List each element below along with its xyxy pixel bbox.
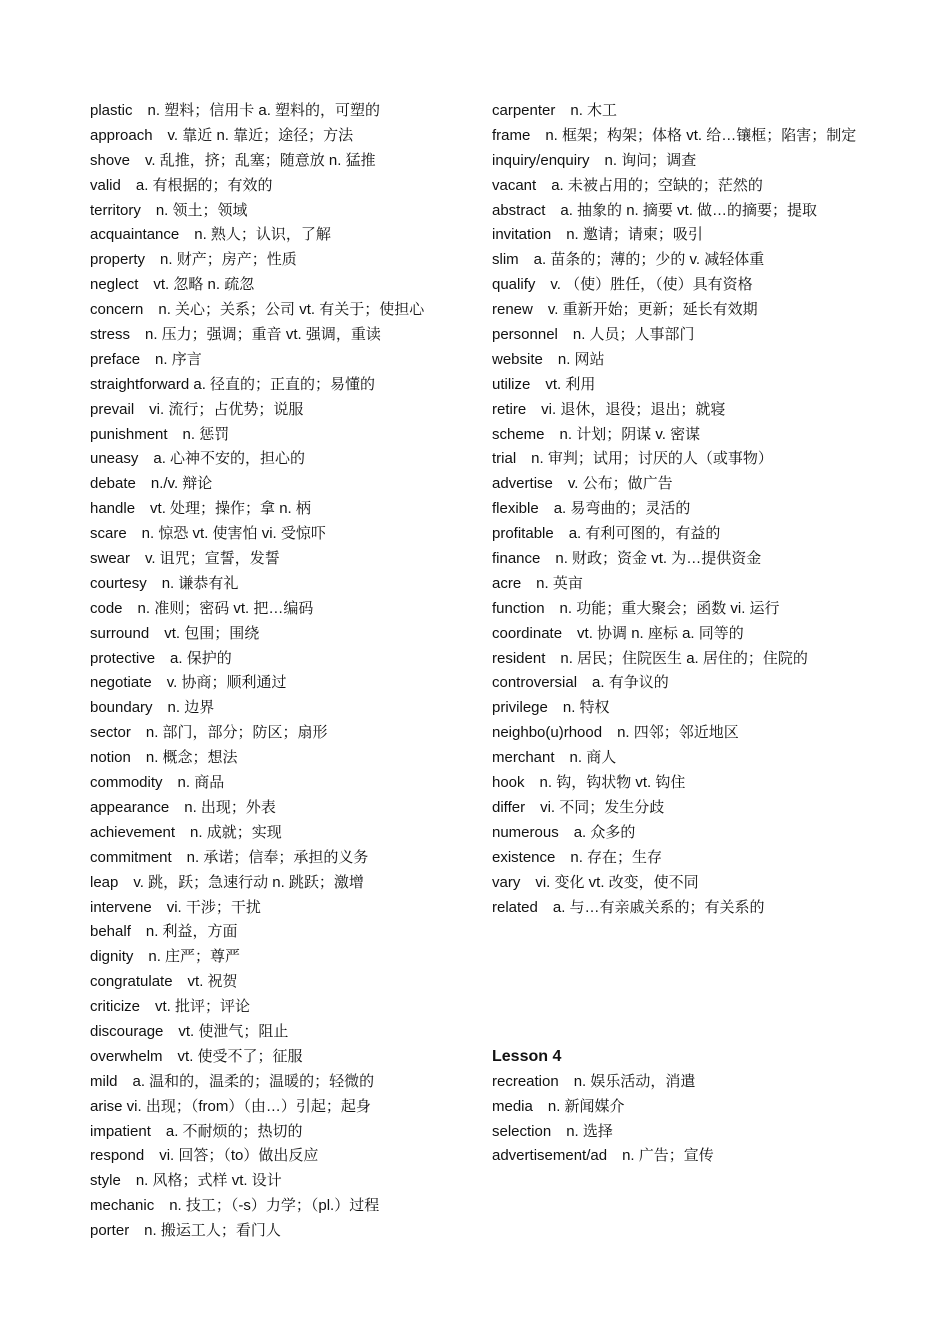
vocab-entry: straightforward a. 径直的；正直的；易懂的 xyxy=(90,375,376,393)
vocab-entry: surround vt. 包围；围绕 xyxy=(90,624,260,642)
vocab-entry: retire vi. 退休，退役；退出；就寝 xyxy=(492,400,726,418)
vocab-entry: acre n. 英亩 xyxy=(492,574,583,592)
vocab-entry: dignity n. 庄严；尊严 xyxy=(90,948,241,966)
vocab-entry: prevail vi. 流行；占优势；说服 xyxy=(90,400,304,418)
vocab-entry: vacant a. 未被占用的；空缺的；茫然的 xyxy=(492,176,763,194)
vocab-entry: behalf n. 利益，方面 xyxy=(90,923,238,941)
vocab-entry: style n. 风格；式样 vt. 设计 xyxy=(90,1172,282,1190)
vocab-entry: numerous a. 众多的 xyxy=(492,823,636,841)
vocab-entry: neighbo(u)rhood n. 四邻；邻近地区 xyxy=(492,724,739,742)
vocab-entry: shove v. 乱推，挤；乱塞；随意放 n. 猛推 xyxy=(90,151,376,169)
vocab-entry: arise vi. 出现；（from）（由…）引起；起身 xyxy=(90,1097,371,1115)
vocab-entry: overwhelm vt. 使受不了；征服 xyxy=(90,1047,303,1065)
vocab-entry: hook n. 钩，钩状物 vt. 钩住 xyxy=(492,774,686,792)
lesson-4-heading: Lesson 4 xyxy=(492,1047,562,1065)
vocab-entry: punishment n. 惩罚 xyxy=(90,425,230,443)
vocab-entry: mild a. 温和的，温柔的；温暖的；轻微的 xyxy=(90,1072,375,1090)
vocab-entry: boundary n. 边界 xyxy=(90,699,215,717)
vocab-entry: concern n. 关心；关系；公司 vt. 有关于；使担心 xyxy=(90,301,425,319)
vocab-entry: inquiry/enquiry n. 询问；调查 xyxy=(492,151,697,169)
vocab-entry: personnel n. 人员；人事部门 xyxy=(492,326,695,344)
vocab-entry: leap v. 跳，跃；急速行动 n. 跳跃；激增 xyxy=(90,873,364,891)
vocab-entry: sector n. 部门，部分；防区；扇形 xyxy=(90,724,328,742)
vocab-entry: notion n. 概念；想法 xyxy=(90,749,238,767)
vocab-entry: code n. 准则；密码 vt. 把…编码 xyxy=(90,599,314,617)
vocab-entry: invitation n. 邀请；请柬；吸引 xyxy=(492,226,703,244)
vocab-entry: scare n. 惊恐 vt. 使害怕 vi. 受惊吓 xyxy=(90,525,326,543)
vocab-entry: controversial a. 有争议的 xyxy=(492,674,669,692)
vocab-entry: scheme n. 计划；阴谋 v. 密谋 xyxy=(492,425,701,443)
vocab-entry: negotiate v. 协商；顺利通过 xyxy=(90,674,287,692)
vocab-entry: congratulate vt. 祝贺 xyxy=(90,973,238,991)
vocab-entry: property n. 财产；房产；性质 xyxy=(90,251,297,269)
vocab-entry: acquaintance n. 熟人；认识，了解 xyxy=(90,226,331,244)
vocab-entry: commitment n. 承诺；信奉；承担的义务 xyxy=(90,848,369,866)
vocab-entry: flexible a. 易弯曲的；灵活的 xyxy=(492,500,691,518)
vocab-entry: courtesy n. 谦恭有礼 xyxy=(90,574,239,592)
vocab-entry: slim a. 苗条的；薄的；少的 v. 减轻体重 xyxy=(492,251,765,269)
vocab-entry: trial n. 审判；试用；讨厌的人（或事物） xyxy=(492,450,773,468)
vocab-entry: uneasy a. 心神不安的，担心的 xyxy=(90,450,306,468)
right-vocabulary-column xyxy=(492,99,912,1169)
vocab-entry: differ vi. 不同；发生分歧 xyxy=(492,798,665,816)
vocab-entry: recreation n. 娱乐活动，消遣 xyxy=(492,1072,696,1090)
vocab-entry: achievement n. 成就；实现 xyxy=(90,823,282,841)
vocab-entry: website n. 网站 xyxy=(492,350,605,368)
vocab-entry: discourage vt. 使泄气；阻止 xyxy=(90,1022,289,1040)
vocab-entry: privilege n. 特权 xyxy=(492,699,610,717)
vocab-entry: porter n. 搬运工人；看门人 xyxy=(90,1222,281,1240)
vocab-entry: neglect vt. 忽略 n. 疏忽 xyxy=(90,276,255,294)
section-gap xyxy=(492,920,912,1045)
vocab-entry: advertisement/ad n. 广告；宣传 xyxy=(492,1147,714,1165)
vocab-entry: related a. 与…有亲戚关系的；有关系的 xyxy=(492,898,765,916)
vocab-entry: debate n./v. 辩论 xyxy=(90,475,213,493)
vocab-entry: impatient a. 不耐烦的；热切的 xyxy=(90,1122,303,1140)
vocab-entry: media n. 新闻媒介 xyxy=(492,1097,625,1115)
vocab-entry: abstract a. 抽象的 n. 摘要 vt. 做…的摘要；提取 xyxy=(492,201,818,219)
vocab-entry: utilize vt. 利用 xyxy=(492,375,596,393)
vocab-entry: handle vt. 处理；操作；拿 n. 柄 xyxy=(90,500,311,518)
vocab-entry: qualify v. （使）胜任，（使）具有资格 xyxy=(492,276,753,294)
vocab-entry: approach v. 靠近 n. 靠近；途径；方法 xyxy=(90,126,354,144)
vocab-entry: territory n. 领土；领域 xyxy=(90,201,248,219)
vocab-entry: stress n. 压力；强调；重音 vt. 强调，重读 xyxy=(90,326,381,344)
vocab-entry: preface n. 序言 xyxy=(90,350,202,368)
vocab-entry: commodity n. 商品 xyxy=(90,774,225,792)
vocab-entry: function n. 功能；重大聚会；函数 vi. 运行 xyxy=(492,599,780,617)
vocab-entry: plastic n. 塑料；信用卡 a. 塑料的，可塑的 xyxy=(90,102,381,119)
vocab-entry: resident n. 居民；住院医生 a. 居住的；住院的 xyxy=(492,649,808,667)
vocab-entry: coordinate vt. 协调 n. 座标 a. 同等的 xyxy=(492,624,744,642)
left-vocabulary-column xyxy=(90,99,480,1244)
vocab-entry: finance n. 财政；资金 vt. 为…提供资金 xyxy=(492,550,762,568)
vocab-entry: carpenter n. 木工 xyxy=(492,102,618,119)
vocab-entry: swear v. 诅咒；宣誓，发誓 xyxy=(90,550,280,568)
vocab-entry: frame n. 框架；构架；体格 vt. 给…镶框；陷害；制定 xyxy=(492,126,857,144)
vocab-entry: mechanic n. 技工；（-s）力学；（pl.）过程 xyxy=(90,1197,380,1215)
vocab-entry: protective a. 保护的 xyxy=(90,649,232,667)
vocab-entry: criticize vt. 批评；评论 xyxy=(90,998,251,1016)
vocab-entry: respond vi. 回答；（to）做出反应 xyxy=(90,1147,319,1165)
vocab-entry: valid a. 有根据的；有效的 xyxy=(90,176,273,194)
vocab-entry: advertise v. 公布；做广告 xyxy=(492,475,673,493)
vocab-entry: appearance n. 出现；外表 xyxy=(90,798,276,816)
vocab-entry: renew v. 重新开始；更新；延长有效期 xyxy=(492,301,758,319)
vocab-entry: vary vi. 变化 vt. 改变，使不同 xyxy=(492,873,699,891)
vocab-entry: selection n. 选择 xyxy=(492,1122,613,1140)
vocab-entry: merchant n. 商人 xyxy=(492,749,617,767)
vocab-entry: intervene vi. 干涉；干扰 xyxy=(90,898,261,916)
vocab-entry: existence n. 存在；生存 xyxy=(492,848,663,866)
vocab-entry: profitable a. 有利可图的，有益的 xyxy=(492,525,721,543)
